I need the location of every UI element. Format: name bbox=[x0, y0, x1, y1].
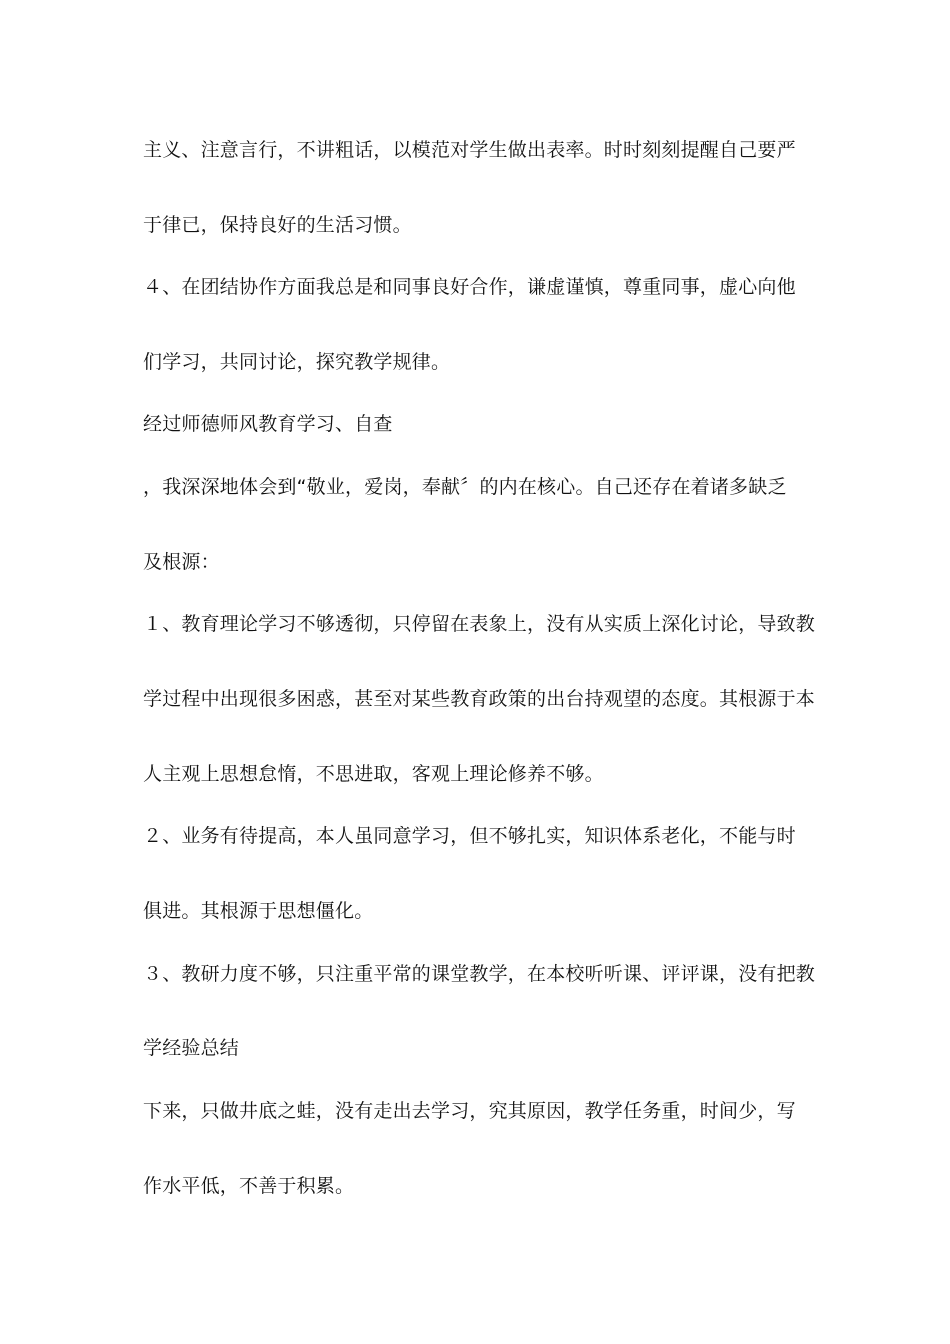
text-line: 及根源： bbox=[143, 551, 220, 573]
text-line: ４、在团结协作方面我总是和同事良好合作，谦虚谨慎，尊重同事，虚心向他 bbox=[143, 276, 796, 298]
text-line: 学过程中出现很多困惑，甚至对某些教育政策的出台持观望的态度。其根源于本 bbox=[143, 688, 816, 710]
text-line: 作水平低，不善于积累。 bbox=[143, 1175, 355, 1197]
text-line: 下来，只做井底之蛙，没有走出去学习，究其原因，教学任务重，时间少，写 bbox=[143, 1100, 796, 1122]
text-line: １、教育理论学习不够透彻，只停留在表象上，没有从实质上深化讨论，导致教 bbox=[143, 613, 816, 635]
text-line: 俱进。其根源于思想僵化。 bbox=[143, 900, 374, 922]
text-line: 主义、注意言行，不讲粗话，以模范对学生做出表率。时时刻刻提醒自己要严 bbox=[143, 139, 796, 161]
text-line: ２、业务有待提高，本人虽同意学习，但不够扎实，知识体系老化，不能与时 bbox=[143, 825, 796, 847]
text-line: 学经验总结 bbox=[143, 1037, 240, 1059]
text-line: 于律已，保持良好的生活习惯。 bbox=[143, 214, 412, 236]
text-line: ，我深深地体会到“敬业，爱岗，奉献〞的内在核心。自己还存在着诸多缺乏 bbox=[143, 476, 787, 498]
text-line: 经过师德师风教育学习、自查 bbox=[143, 413, 393, 435]
text-line: 们学习，共同讨论，探究教学规律。 bbox=[143, 351, 451, 373]
text-line: ３、教研力度不够，只注重平常的课堂教学，在本校听听课、评评课，没有把教 bbox=[143, 963, 816, 985]
text-line: 人主观上思想怠惰，不思进取，客观上理论修养不够。 bbox=[143, 763, 604, 785]
